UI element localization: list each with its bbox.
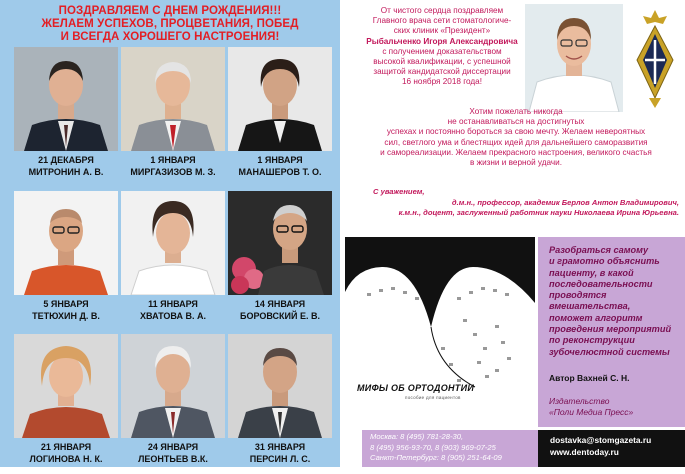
portrait-photo [121,191,225,295]
book-title: МИФЫ ОБ ОРТОДОНТИИ [357,383,475,393]
promo-line: вмешательства, [549,301,631,312]
person-card [228,191,332,331]
person-card [14,191,118,331]
promo-line: поможет алгоритм [549,312,643,323]
phone-line: Москва: 8 (495) 781-28-30, [370,432,464,441]
person-date: 31 ЯНВАРЯ [254,442,306,452]
person-card [228,334,332,474]
birthday-panel [0,0,340,467]
person-card [228,47,332,187]
person-date: 5 ЯНВАРЯ [43,299,89,309]
honoree-photo [525,4,623,112]
phone-list [370,432,502,464]
book-author: Автор Вахней С. Н. [549,373,630,383]
wish-line: не останавливаться на достигнутых [447,117,585,127]
portrait-photo [228,47,332,151]
email-link[interactable]: dostavka@stomgazeta.ru [550,435,652,445]
book-subtitle: пособие для пациентов [405,395,461,400]
congratulation-text [353,6,531,88]
wish-line: в жизни и верной удачи. [469,158,563,168]
congrats-line: 16 ноября 2018 года! [401,77,483,87]
web-contact-list [550,434,651,458]
greeting-line-1: ПОЗДРАВЛЯЕМ С ДНЕМ РОЖДЕНИЯ!!! [58,5,282,17]
person-name: МИТРОНИН А. В. [28,167,104,177]
person-date: 21 ДЕКАБРЯ [38,155,94,165]
promo-line: пациенту, в какой [549,267,634,278]
publisher-label: Издательство [549,396,610,406]
greeting-line-3: И ВСЕГДА ХОРОШЕГО НАСТРОЕНИЯ! [60,31,280,43]
website-link[interactable]: www.dentoday.ru [550,447,619,457]
congrats-line: защитой кандидатской диссертации [373,67,511,77]
person-name: МАНАШЕРОВ Т. О. [238,167,322,177]
person-card [121,191,225,331]
person-date: 21 ЯНВАРЯ [40,442,92,452]
person-name: БОРОВСКИЙ Е. В. [240,311,320,321]
person-date: 24 ЯНВАРЯ [147,442,199,452]
person-card [121,47,225,187]
promo-line: проводятся [549,290,607,301]
portrait-photo [121,47,225,151]
portrait-photo [14,191,118,295]
person-name: ХВАТОВА В. А. [140,311,206,321]
person-date: 14 ЯНВАРЯ [254,299,306,309]
congrats-line: Главного врача сети стоматологиче- [372,16,512,26]
person-name: ЛЕОНТЬЕВ В.К. [138,454,208,464]
promo-line: последовательности [549,278,653,289]
portrait-photo [14,334,118,438]
promo-line: проведения мероприятий [549,324,672,335]
portrait-photo [228,191,332,295]
wish-line: успехах и постоянно бороться за свою мечту. Желаем невероятных [386,127,646,137]
emblem-icon [629,4,681,112]
person-name: ТЕТЮХИН Д. В. [32,311,100,321]
congrats-line: От чистого сердца поздравляем [380,6,504,15]
wish-line: и самореализации. Желаем прекрасного настроения, великого счастья [380,147,652,157]
wish-line: сил, светлого ума и блестящих идей для дальнейшего саморазвития [384,137,648,147]
congratulation-panel [345,0,685,229]
honoree-name: Рыбальченко Игоря Александровича [366,36,518,46]
publisher [549,396,679,417]
person-date: 11 ЯНВАРЯ [148,299,198,309]
greeting-line-2: ЖЕЛАЕМ УСПЕХОВ, ПРОЦВЕТАНИЯ, ПОБЕД [41,18,299,30]
phone-line: 8 (495) 956-93-70, 8 (903) 969-07-25 [370,442,496,452]
web-contacts [538,430,685,467]
phone-line: Санкт-Петербург: 8 (905) 251-64-09 [370,453,502,462]
portrait-photo [228,334,332,438]
person-name: МИРГАЗИЗОВ М. З. [130,167,216,177]
person-date: 1 ЯНВАРЯ [257,155,303,165]
congrats-line: с получением доказательством [382,46,502,56]
congrats-line: высокой квалификации, с успешной [373,57,511,67]
wish-text [353,107,679,168]
book-promo-panel [538,237,685,427]
person-date: 1 ЯНВАРЯ [150,155,196,165]
portrait-photo [14,47,118,151]
contact-phones [362,430,538,467]
promo-description [549,245,679,358]
signature-line: д.м.н., профессор, академик Берлов Антон Владимирович, [451,197,679,207]
person-name: ПЕРСИН Л. С. [249,454,311,464]
congrats-line: ских клиник «Президент» [393,26,491,36]
publisher-name: «Поли Медиа Пресс» [549,406,634,417]
person-name: ЛОГИНОВА Н. К. [29,454,103,464]
person-card [121,334,225,474]
signature-line: к.м.н., доцент, заслуженный работник науки Николаева Ирина Юрьевна. [398,208,679,217]
promo-line: Разобраться самому [549,245,649,255]
person-card [14,334,118,474]
regards-line: С уважением, [373,187,425,196]
portrait-photo [121,334,225,438]
greeting-heading [0,5,340,44]
promo-line: зубочелюстной системы [549,346,670,357]
wish-line: Хотим пожелать никогда [469,107,563,116]
regards-block [373,187,679,219]
book-cover [345,237,535,427]
promo-line: по реконструкции [549,335,635,346]
promo-line: и грамотно объяснить [549,256,660,267]
person-card [14,47,118,187]
